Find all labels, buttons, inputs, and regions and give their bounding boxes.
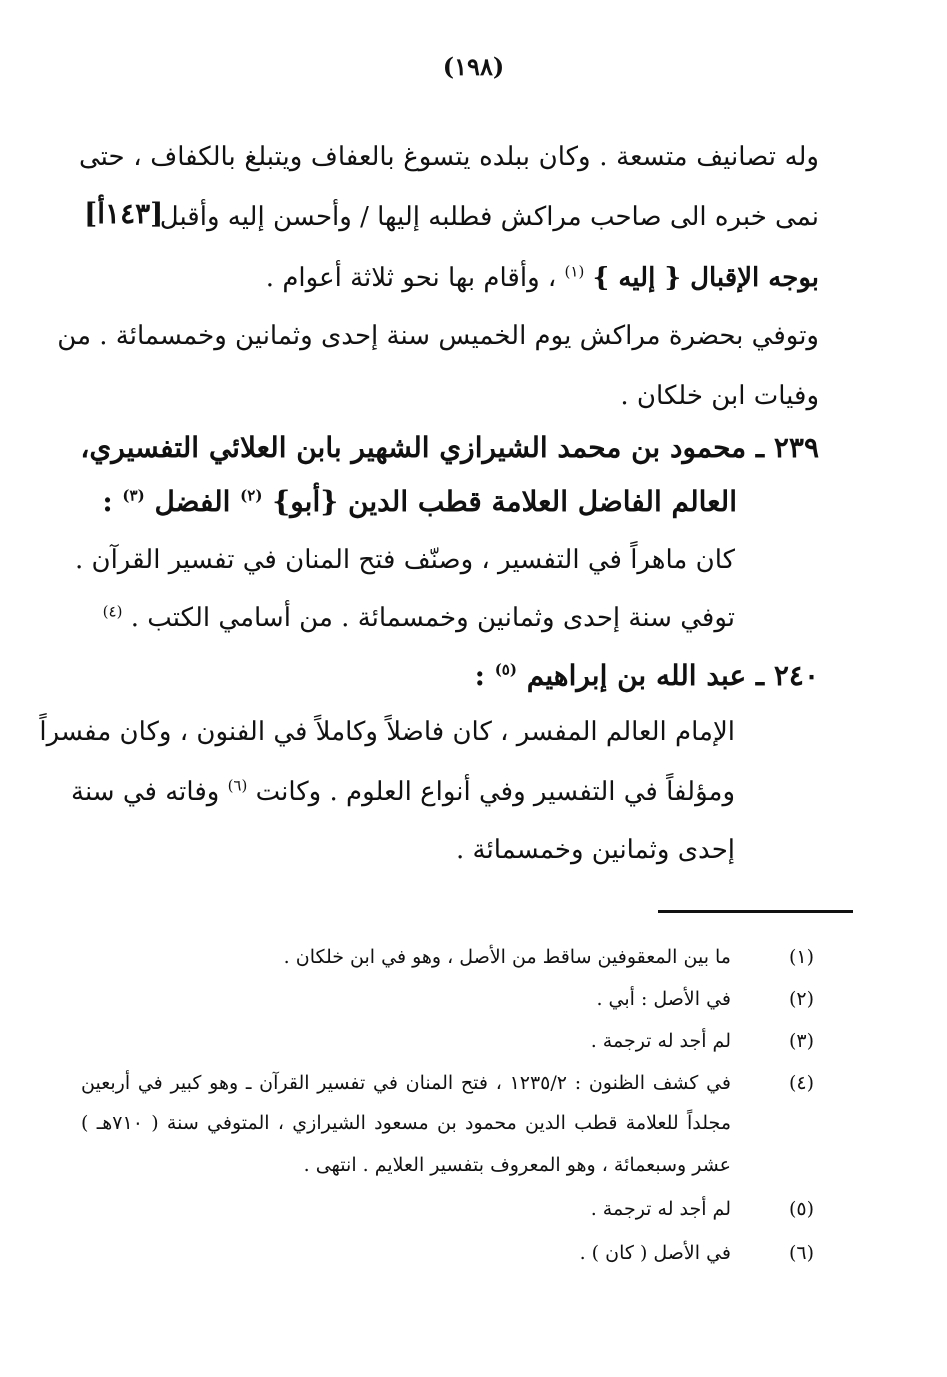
- footnote-4-line-2: مجلداً للعلامة قطب الدين محمود بن مسعود الشيرازي ، المتوفي سنة ( ٧١٠هـ ): [81, 1112, 731, 1134]
- body-line-1: وله تصانيف متسعة . وكان ببلده يتسوغ بالعفاف ويتبلغ بالكفاف ، حتى: [79, 142, 819, 172]
- body-line-2-text: نمى خبره الى صاحب مراكش فطلبه إليها / وأحسن إليه وأقبل: [159, 202, 819, 232]
- entry-240-heading-a: ٢٤٠ ـ عبد الله بن إبراهيم: [526, 659, 819, 692]
- body-line-4: وتوفي بحضرة مراكش يوم الخميس سنة إحدى وثمانين وخمسمائة . من: [57, 321, 819, 351]
- entry-240-text-1: الإمام العالم المفسر ، كان فاضلاً وكاملاً في الفنون ، وكان مفسراً: [39, 717, 735, 747]
- footnote-3-text: لم أجد له ترجمة .: [590, 1030, 731, 1052]
- footnote-1-number: (١): [788, 946, 814, 968]
- footnote-4-number: (٤): [788, 1072, 814, 1094]
- body-line-3-a: بوجه الإقبال { إليه }: [592, 263, 819, 293]
- footnote-5-number: (٥): [788, 1198, 814, 1220]
- entry-240-text-3: إحدى وثمانين وخمسمائة .: [456, 835, 735, 865]
- footnote-ref-6: (٦): [227, 776, 248, 795]
- body-line-3-b: ، وأقام بها نحو ثلاثة أعوام .: [265, 263, 557, 293]
- footnote-6-number: (٦): [788, 1242, 814, 1264]
- folio-marker: [١٤٣أ]: [84, 197, 164, 230]
- footnote-2-number: (٢): [788, 988, 814, 1010]
- body-line-2: [160, 197, 819, 237]
- footnote-4-line-1: في كشف الظنون : ١٢٣٥/٢ ، فتح المنان في تفسير القرآن ـ وهو كبير في أربعين: [81, 1072, 731, 1094]
- footnote-1-text: ما بين المعقوفين ساقط من الأصل ، وهو في ابن خلكان .: [283, 946, 731, 968]
- entry-239-text-1: كان ماهراً في التفسير ، وصنّف فتح المنان في تفسير القرآن .: [74, 545, 735, 575]
- entry-239-subheading-a: العالم الفاضل العلامة قطب الدين {أبو}: [272, 485, 737, 518]
- page-number: (١٩٨): [442, 52, 505, 81]
- footnote-ref-4: (٤): [102, 602, 123, 621]
- footnote-ref-2: (٢): [240, 486, 263, 505]
- body-line-5: وفيات ابن خلكان .: [620, 381, 819, 411]
- entry-240-text-2: [71, 772, 735, 812]
- footnote-3-number: (٣): [788, 1030, 814, 1052]
- entry-240-text-2-b: وفاته في سنة: [71, 777, 220, 807]
- footnote-2-text: في الأصل : أبي .: [596, 988, 731, 1010]
- entry-240-text-2-a: ومؤلفاً في التفسير وفي أنواع العلوم . وكانت: [255, 777, 735, 807]
- entry-239-text-2: [103, 598, 735, 638]
- footnote-6-text: في الأصل ( كان ) .: [579, 1242, 731, 1264]
- entry-239-subheading-b: الفضل: [154, 485, 231, 518]
- footnote-ref-5: (٥): [494, 660, 517, 679]
- entry-239-text-2-body: توفي سنة إحدى وثمانين وخمسمائة . من أسامي الكتب .: [130, 603, 735, 633]
- footnote-5-text: لم أجد له ترجمة .: [590, 1198, 731, 1220]
- entry-239-subheading: [102, 482, 737, 522]
- entry-239-subheading-c: :: [102, 485, 113, 518]
- footnote-ref-1: (١): [564, 262, 585, 281]
- footnote-separator: [658, 910, 853, 913]
- entry-240-heading: [475, 656, 819, 696]
- footnote-ref-3: (٣): [122, 486, 145, 505]
- entry-239-heading: ٢٣٩ ـ محمود بن محمد الشيرازي الشهير بابن العلائي التفسيري،: [80, 431, 819, 464]
- body-line-3: [266, 258, 819, 298]
- entry-240-heading-b: :: [474, 659, 485, 692]
- footnote-4-line-3: عشر وسبعمائة ، وهو المعروف بتفسير العلايم . انتهى .: [303, 1154, 731, 1176]
